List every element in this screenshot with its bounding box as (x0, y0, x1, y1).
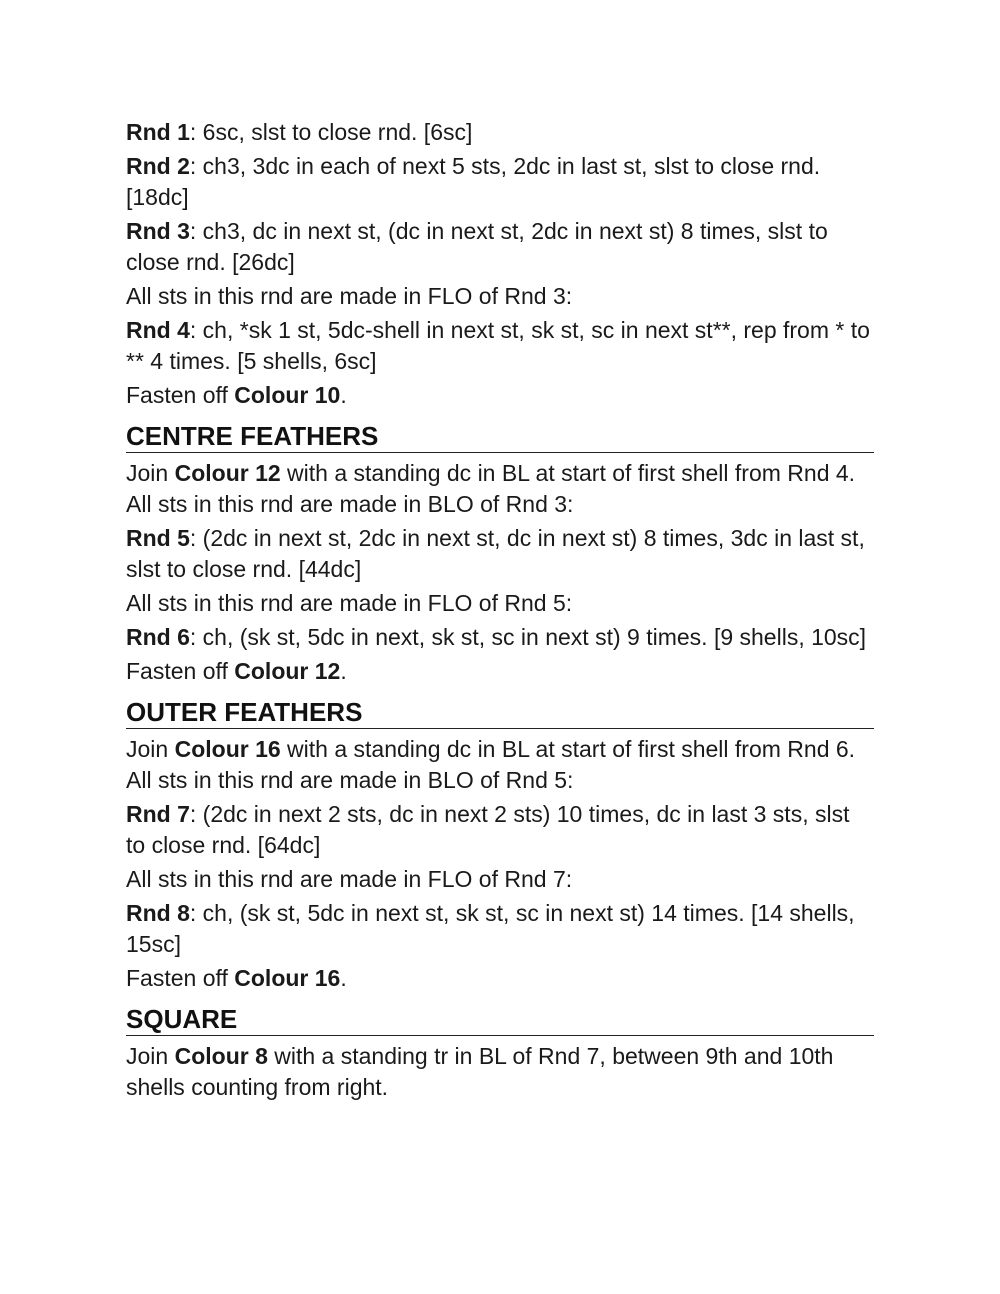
section-heading: SQUARE (126, 1003, 874, 1036)
text-run: . (340, 658, 347, 684)
bold-term: Rnd 1 (126, 119, 190, 145)
section-3 (126, 1003, 874, 1103)
instruction-paragraph (126, 963, 874, 994)
text-run: : 6sc, slst to close rnd. [6sc] (189, 119, 473, 145)
instruction-paragraph (126, 281, 874, 312)
bold-term: Colour 8 (174, 1043, 268, 1069)
instruction-paragraph (126, 656, 874, 687)
instruction-paragraph (126, 799, 874, 861)
text-run: Join (126, 460, 175, 486)
bold-term: Rnd 4 (126, 317, 190, 343)
text-run: Join (126, 736, 175, 762)
pattern-document (126, 117, 874, 1106)
instruction-paragraph (126, 151, 874, 213)
bold-term: Colour 12 (234, 658, 341, 684)
text-run: : ch, (sk st, 5dc in next, sk st, sc in next st) 9 times. [9 shells, 10sc] (189, 624, 867, 650)
text-run: Fasten off (126, 658, 235, 684)
instruction-paragraph (126, 864, 874, 895)
bold-term: Rnd 6 (126, 624, 190, 650)
instruction-paragraph (126, 734, 874, 796)
bold-term: Rnd 2 (126, 153, 190, 179)
bold-term: Colour 10 (234, 382, 341, 408)
text-run: All sts in this rnd are made in FLO of Rnd 7: (126, 866, 573, 892)
text-run: with a standing dc in BL at start of first shell from Rnd 4. All sts in this rnd are made in BLO of Rnd 3: (126, 460, 856, 517)
instruction-paragraph (126, 380, 874, 411)
section-heading: OUTER FEATHERS (126, 696, 874, 729)
text-run: : ch, (sk st, 5dc in next st, sk st, sc in next st) 14 times. [14 shells, 15sc] (126, 900, 855, 957)
instruction-paragraph (126, 523, 874, 585)
text-run: Join (126, 1043, 175, 1069)
instruction-paragraph (126, 622, 874, 653)
text-run: Fasten off (126, 382, 235, 408)
instruction-paragraph (126, 216, 874, 278)
text-run: with a standing tr in BL of Rnd 7, between 9th and 10th shells counting from right. (126, 1043, 834, 1100)
bold-term: Rnd 3 (126, 218, 190, 244)
bold-term: Rnd 5 (126, 525, 190, 551)
instruction-paragraph (126, 588, 874, 619)
bold-term: Rnd 8 (126, 900, 190, 926)
text-run: : ch3, dc in next st, (dc in next st, 2dc in next st) 8 times, slst to close rnd. [26dc] (126, 218, 828, 275)
bold-term: Colour 16 (234, 965, 341, 991)
text-run: . (340, 382, 347, 408)
text-run: All sts in this rnd are made in FLO of Rnd 3: (126, 283, 573, 309)
instruction-paragraph (126, 898, 874, 960)
text-run: : (2dc in next 2 sts, dc in next 2 sts) 10 times, dc in last 3 sts, slst to close rnd. [64dc] (126, 801, 850, 858)
text-run: Fasten off (126, 965, 235, 991)
instruction-paragraph (126, 315, 874, 377)
text-run: . (340, 965, 347, 991)
instruction-paragraph (126, 1041, 874, 1103)
text-run: with a standing dc in BL at start of first shell from Rnd 6. All sts in this rnd are made in BLO of Rnd 5: (126, 736, 856, 793)
section-0 (126, 117, 874, 411)
text-run: All sts in this rnd are made in FLO of Rnd 5: (126, 590, 573, 616)
section-1 (126, 420, 874, 687)
instruction-paragraph (126, 458, 874, 520)
bold-term: Colour 12 (174, 460, 281, 486)
text-run: : (2dc in next st, 2dc in next st, dc in next st) 8 times, 3dc in last st, slst to close rnd. [44dc] (126, 525, 865, 582)
bold-term: Rnd 7 (126, 801, 190, 827)
text-run: : ch3, 3dc in each of next 5 sts, 2dc in last st, slst to close rnd. [18dc] (126, 153, 821, 210)
instruction-paragraph (126, 117, 874, 148)
section-2 (126, 696, 874, 994)
bold-term: Colour 16 (174, 736, 281, 762)
section-heading: CENTRE FEATHERS (126, 420, 874, 453)
text-run: : ch, *sk 1 st, 5dc-shell in next st, sk st, sc in next st**, rep from * to ** 4 times. [5 shells, 6sc] (126, 317, 870, 374)
